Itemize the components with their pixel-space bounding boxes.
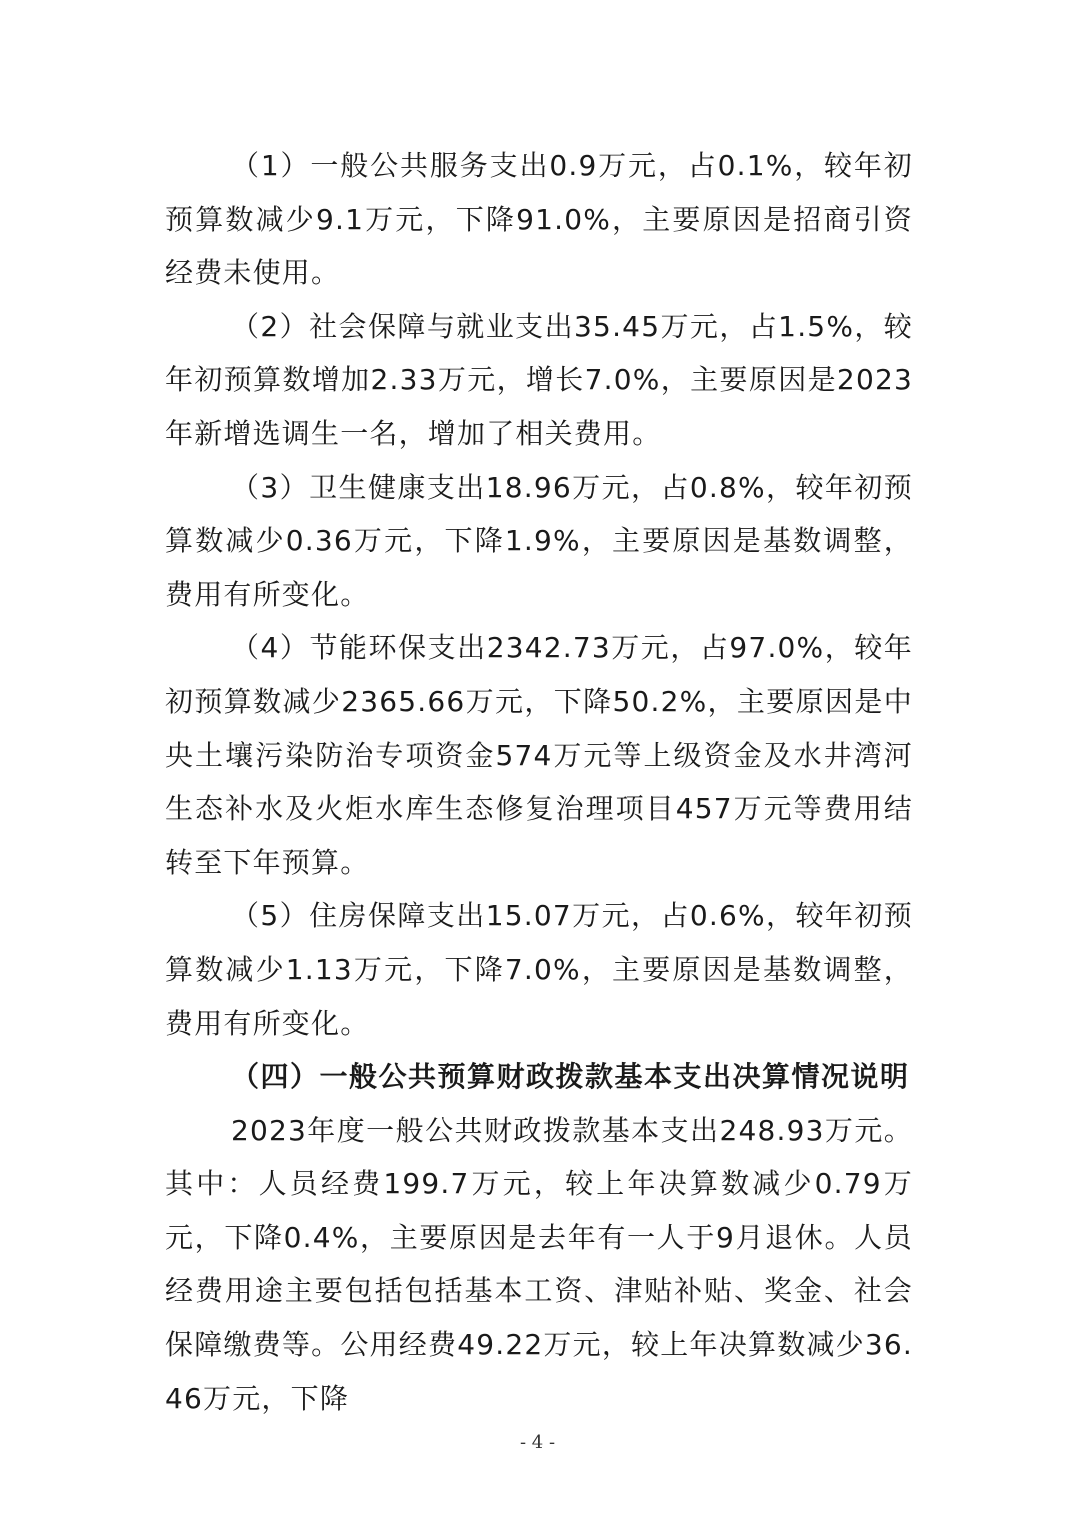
paragraph-health: （3）卫生健康支出18.96万元，占0.8%，较年初预算数减少0.36万元，下降1.9%，主要原因是基数调整，费用有所变化。 xyxy=(165,470,913,611)
paragraph-housing: （5）住房保障支出15.07万元，占0.6%，较年初预算数减少1.13万元，下降7.0%，主要原因是基数调整，费用有所变化。 xyxy=(165,899,913,1040)
document-body xyxy=(165,139,913,1425)
page-number: - 4 - xyxy=(519,1432,556,1453)
paragraph-basic-expenditure: 2023年度一般公共财政拨款基本支出248.93万元。其中：人员经费199.7万元，较上年决算数减少0.79万元，下降0.4%，主要原因是去年有一人于9月退休。人员经费用途主要包括包括基本工资、津贴补贴、奖金、社会保障缴费等。公用经费49.22万元，较上年决算数减少36.46万元，下降 xyxy=(165,1113,913,1415)
paragraph-social-security: （2）社会保障与就业支出35.45万元，占1.5%，较年初预算数增加2.33万元，增长7.0%，主要原因是2023年新增选调生一名，增加了相关费用。 xyxy=(165,309,913,450)
paragraph-general-public-services: （1）一般公共服务支出0.9万元，占0.1%，较年初预算数减少9.1万元，下降91.0%，主要原因是招商引资经费未使用。 xyxy=(165,149,913,290)
section-heading: （四）一般公共预算财政拨款基本支出决算情况说明 xyxy=(231,1060,910,1094)
paragraph-environmental-protection: （4）节能环保支出2342.73万元，占97.0%，较年初预算数减少2365.66万元，下降50.2%，主要原因是中央土壤污染防治专项资金574万元等上级资金及水井湾河生态补水及火炬水库生态修复治理项目457万元等费用结转至下年预算。 xyxy=(165,631,913,879)
